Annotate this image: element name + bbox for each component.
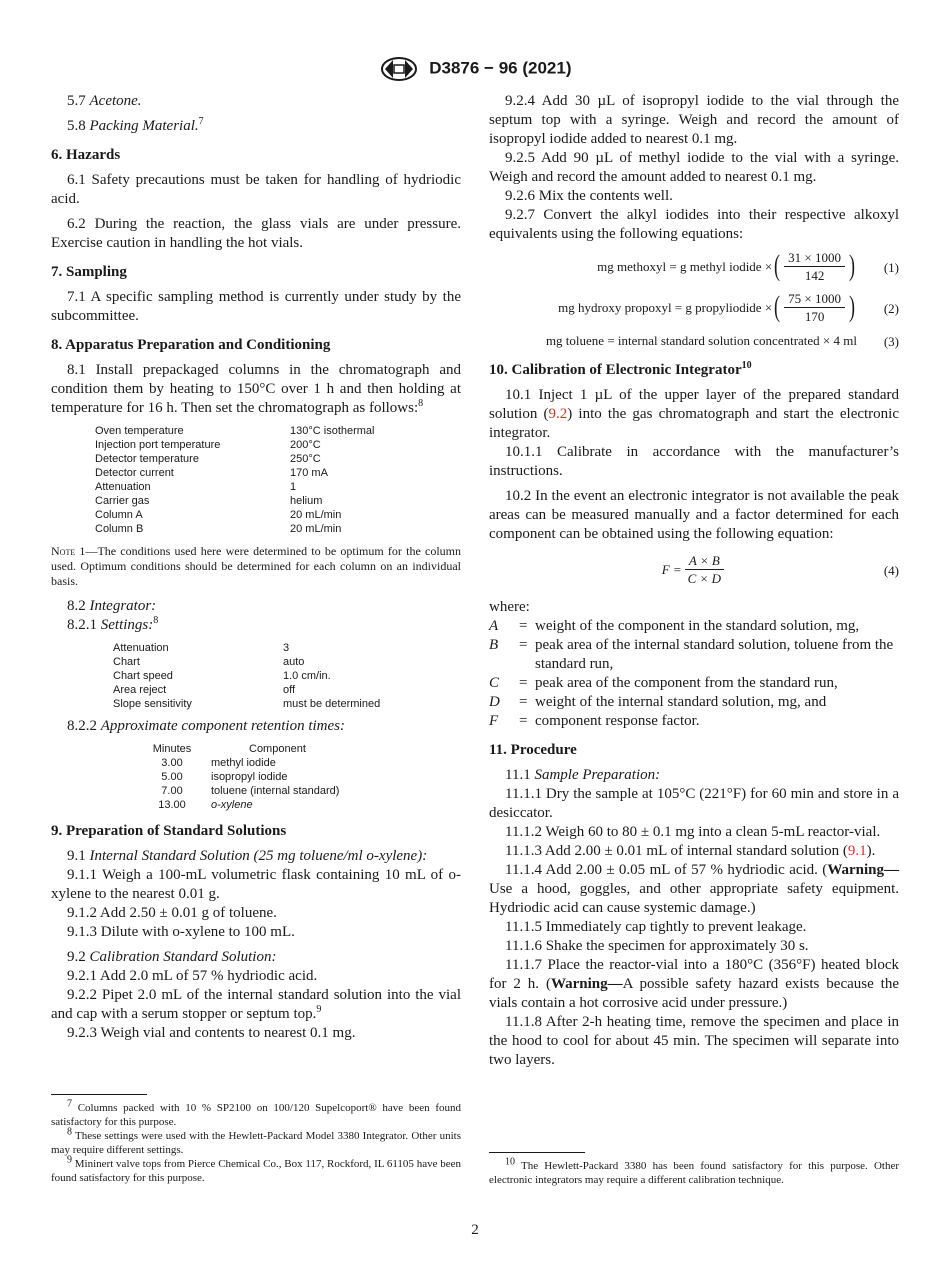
equation-number: (1) bbox=[883, 260, 899, 275]
section-8-1: 8.1 Install prepackaged columns in the chromatograph and condition them by heating to 150°C over 1 h and then holding at temperature for 16 h. Then set the chromatograph as follows:$^8$ bbox=[51, 362, 461, 416]
where-label: where: bbox=[489, 599, 530, 615]
definition-row: F = component response factor. bbox=[489, 713, 700, 729]
section-9-2: 9.2 Calibration Standard Solution: bbox=[67, 949, 277, 965]
equation-3: mg toluene = internal standard solution concentrated × 4 ml (3) bbox=[545, 332, 899, 349]
footnote-divider bbox=[489, 1152, 585, 1153]
section-7-1: 7.1 A specific sampling method is currently under study by the subcommittee. bbox=[51, 289, 461, 324]
section-8-2-1: 8.2.1 Settings:$^8$ bbox=[67, 615, 159, 633]
table-row: 3.00 methyl iodide bbox=[161, 757, 276, 769]
section-10-1-1: 10.1.1 Calibrate in accordance with the manufacturer’s instructions. bbox=[489, 444, 899, 479]
reference-link-9-1[interactable]: 9.1 bbox=[847, 843, 867, 859]
heading-apparatus: 8. Apparatus Preparation and Conditioning bbox=[51, 337, 331, 353]
footnote-8: $^8$ These settings were used with the Hewlett-Packard Model 3380 Integrator. Other units may require different settings. bbox=[51, 1126, 461, 1156]
table-row: 13.00 o-xylene bbox=[158, 799, 253, 811]
equation-number: (2) bbox=[883, 301, 899, 316]
section-11-1-4: 11.1.4 Add 2.00 ± 0.05 mL of 57 % hydriodic acid. (Warning—Use a hood, goggles, and other appropriate safety equipment. Hydriodic acid can cause systemic damage.) bbox=[489, 862, 899, 916]
footnote-9: $^9$ Mininert valve tops from Pierce Chemical Co., Box 117, Rockford, IL 61105 have been found satisfactory for this purpose. bbox=[51, 1154, 462, 1184]
page-header bbox=[0, 56, 950, 82]
table-row: Column B 20 mL/min bbox=[95, 523, 342, 535]
heading-sampling: 7. Sampling bbox=[51, 264, 127, 280]
section-11-1: 11.1 Sample Preparation: bbox=[505, 767, 661, 783]
table-row: Chart auto bbox=[113, 656, 305, 668]
chromatograph-conditions-table bbox=[95, 424, 375, 536]
heading-calibration: 10. Calibration of Electronic Integrator$^{10}$ bbox=[489, 360, 752, 378]
definition-row: B = peak area of the internal standard solution, toluene from the standard run, bbox=[489, 637, 894, 672]
note-1: Note 1—The conditions used here were determined to be optimum for the column used. Optimum conditions should be determined for each column on an individual basis. bbox=[51, 544, 462, 588]
table-row: 5.00 isopropyl iodide bbox=[161, 771, 288, 783]
table-row: Injection port temperature 200°C bbox=[95, 439, 321, 451]
section-9-1-3: 9.1.3 Dilute with o-xylene to 100 mL. bbox=[67, 924, 295, 940]
section-9-2-7: 9.2.7 Convert the alkyl iodides into their respective alkoxyl equivalents using the following equations: bbox=[489, 207, 899, 242]
astm-logo-icon bbox=[379, 56, 419, 82]
section-9-2-1: 9.2.1 Add 2.0 mL of 57 % hydriodic acid. bbox=[67, 968, 318, 984]
table-row: Detector temperature 250°C bbox=[95, 453, 321, 465]
definition-row: A = weight of the component in the standard solution, mg, bbox=[489, 618, 860, 634]
section-8-2-2: 8.2.2 Approximate component retention times: bbox=[67, 718, 345, 734]
section-11-1-3: 11.1.3 Add 2.00 ± 0.01 mL of internal standard solution (9.1). bbox=[505, 843, 876, 859]
section-9-1: 9.1 Internal Standard Solution (25 mg toluene/ml o-xylene): bbox=[67, 848, 428, 864]
right-column bbox=[489, 92, 899, 1070]
table-row: Attenuation 3 bbox=[113, 642, 290, 654]
footnote-ref-9: 9 bbox=[316, 1004, 322, 1015]
table-row: Oven temperature 130°C isothermal bbox=[95, 425, 375, 437]
table-row: 7.00 toluene (internal standard) bbox=[161, 785, 340, 797]
section-11-1-2: 11.1.2 Weigh 60 to 80 ± 0.1 mg into a clean 5-mL reactor-vial. bbox=[505, 824, 881, 840]
section-9-2-6: 9.2.6 Mix the contents well. bbox=[505, 188, 673, 204]
equation-number: (4) bbox=[883, 563, 899, 578]
footnote-10: $^{10}$ The Hewlett-Packard 3380 has been found satisfactory for this purpose. Other electronic integrators may require a different calibration technique. bbox=[489, 1156, 899, 1186]
section-11-1-7: 11.1.7 Place the reactor-vial into a 180°C (356°F) heated block for 2 h. (Warning—A possible safety hazard exists because the vials contain a hot corrosive acid under pressure.) bbox=[489, 957, 899, 1011]
section-9-1-1: 9.1.1 Weigh a 100-mL volumetric flask containing 10 mL of o-xylene to the nearest 0.01 g. bbox=[51, 867, 461, 902]
section-5-7: 5.7 Acetone. bbox=[67, 93, 142, 109]
section-9-2-2: 9.2.2 Pipet 2.0 mL of the internal standard solution into the vial and cap with a serum stopper or septum top.$^9$ bbox=[51, 987, 461, 1022]
left-column bbox=[51, 92, 461, 1043]
section-9-2-3: 9.2.3 Weigh vial and contents to nearest 0.1 mg. bbox=[67, 1025, 356, 1041]
table-row: Carrier gas helium bbox=[95, 495, 323, 507]
table-header-row: Minutes Component bbox=[152, 743, 306, 755]
equation-4: F = $\frac{A \times B}{C \times D}$ (4) bbox=[661, 552, 899, 586]
section-9-2-4: 9.2.4 Add 30 µL of isopropyl iodide to the vial through the septum top with a syringe. Weigh and record the amount of isopropyl iodide added to nearest 0.1 mg. bbox=[489, 93, 899, 147]
page-number: 2 bbox=[471, 1222, 479, 1238]
definition-row: D = weight of the internal standard solution, mg, and bbox=[489, 694, 827, 710]
table-row: Slope sensitivity must be determined bbox=[113, 698, 381, 710]
table-row: Chart speed 1.0 cm/in. bbox=[113, 670, 331, 682]
section-9-2-5: 9.2.5 Add 90 µL of methyl iodide to the vial with a syringe. Weigh and record the amount added to nearest 0.1 mg. bbox=[489, 150, 899, 185]
footnotes-right bbox=[489, 1152, 899, 1187]
section-10-2: 10.2 In the event an electronic integrator is not available the peak areas can be measured manually and a factor determined for each component can be obtained using the following equation: bbox=[489, 488, 899, 542]
footnote-divider bbox=[51, 1094, 147, 1095]
footnotes-left bbox=[51, 1094, 461, 1185]
table-row: Column A 20 mL/min bbox=[95, 509, 342, 521]
section-11-1-8: 11.1.8 After 2-h heating time, remove the specimen and place in the hood to cool for about 45 min. The specimen will separate into two layers. bbox=[489, 1014, 899, 1068]
footnote-7: $^7$ Columns packed with 10 % SP2100 on 100/120 Supelcoport® have been found satisfactory for this purpose. bbox=[51, 1098, 461, 1128]
table-row: Attenuation 1 bbox=[95, 481, 297, 493]
section-11-1-6: 11.1.6 Shake the specimen for approximately 30 s. bbox=[505, 938, 809, 954]
reference-link-9-2[interactable]: 9.2 bbox=[548, 406, 568, 422]
table-row: Area reject off bbox=[113, 684, 296, 696]
footnote-ref-10: 10 bbox=[741, 360, 752, 371]
heading-procedure: 11. Procedure bbox=[489, 742, 577, 758]
section-11-1-5: 11.1.5 Immediately cap tightly to prevent leakage. bbox=[505, 919, 807, 935]
section-11-1-1: 11.1.1 Dry the sample at 105°C (221°F) for 60 min and store in a desiccator. bbox=[489, 786, 899, 821]
standard-designation: D3876 − 96 (2021) bbox=[429, 58, 572, 78]
section-5-8: 5.8 Packing Material.$^7$ bbox=[67, 116, 204, 134]
equation-2: mg hydroxy propoxyl = g propyliodide × ( $\frac{75 \times 1000}{170}$ ) (2) bbox=[558, 290, 899, 324]
table-row: Detector current 170 mA bbox=[95, 467, 328, 479]
section-9-1-2: 9.1.2 Add 2.50 ± 0.01 g of toluene. bbox=[67, 905, 277, 921]
retention-times-table bbox=[151, 742, 339, 812]
equation-1: mg methoxyl = g methyl iodide × ( $\frac{31 \times 1000}{142}$ ) (1) bbox=[597, 249, 899, 283]
heading-hazards: 6. Hazards bbox=[51, 147, 121, 163]
footnote-ref-7: 7 bbox=[198, 116, 204, 127]
definition-row: C = peak area of the component from the standard run, bbox=[489, 675, 838, 691]
section-10-1: 10.1 Inject 1 µL of the upper layer of the prepared standard solution (9.2) into the gas chromatograph and start the electronic integrator. bbox=[489, 387, 899, 441]
section-6-2: 6.2 During the reaction, the glass vials are under pressure. Exercise caution in handling the hot vials. bbox=[51, 216, 461, 251]
integrator-settings-table bbox=[113, 641, 380, 711]
heading-standard-solutions: 9. Preparation of Standard Solutions bbox=[51, 823, 287, 839]
section-8-2: 8.2 Integrator: bbox=[67, 598, 157, 614]
footnote-ref-8: 8 bbox=[418, 398, 424, 409]
equation-number: (3) bbox=[883, 334, 899, 349]
section-6-1: 6.1 Safety precautions must be taken for handling of hydriodic acid. bbox=[51, 172, 461, 207]
